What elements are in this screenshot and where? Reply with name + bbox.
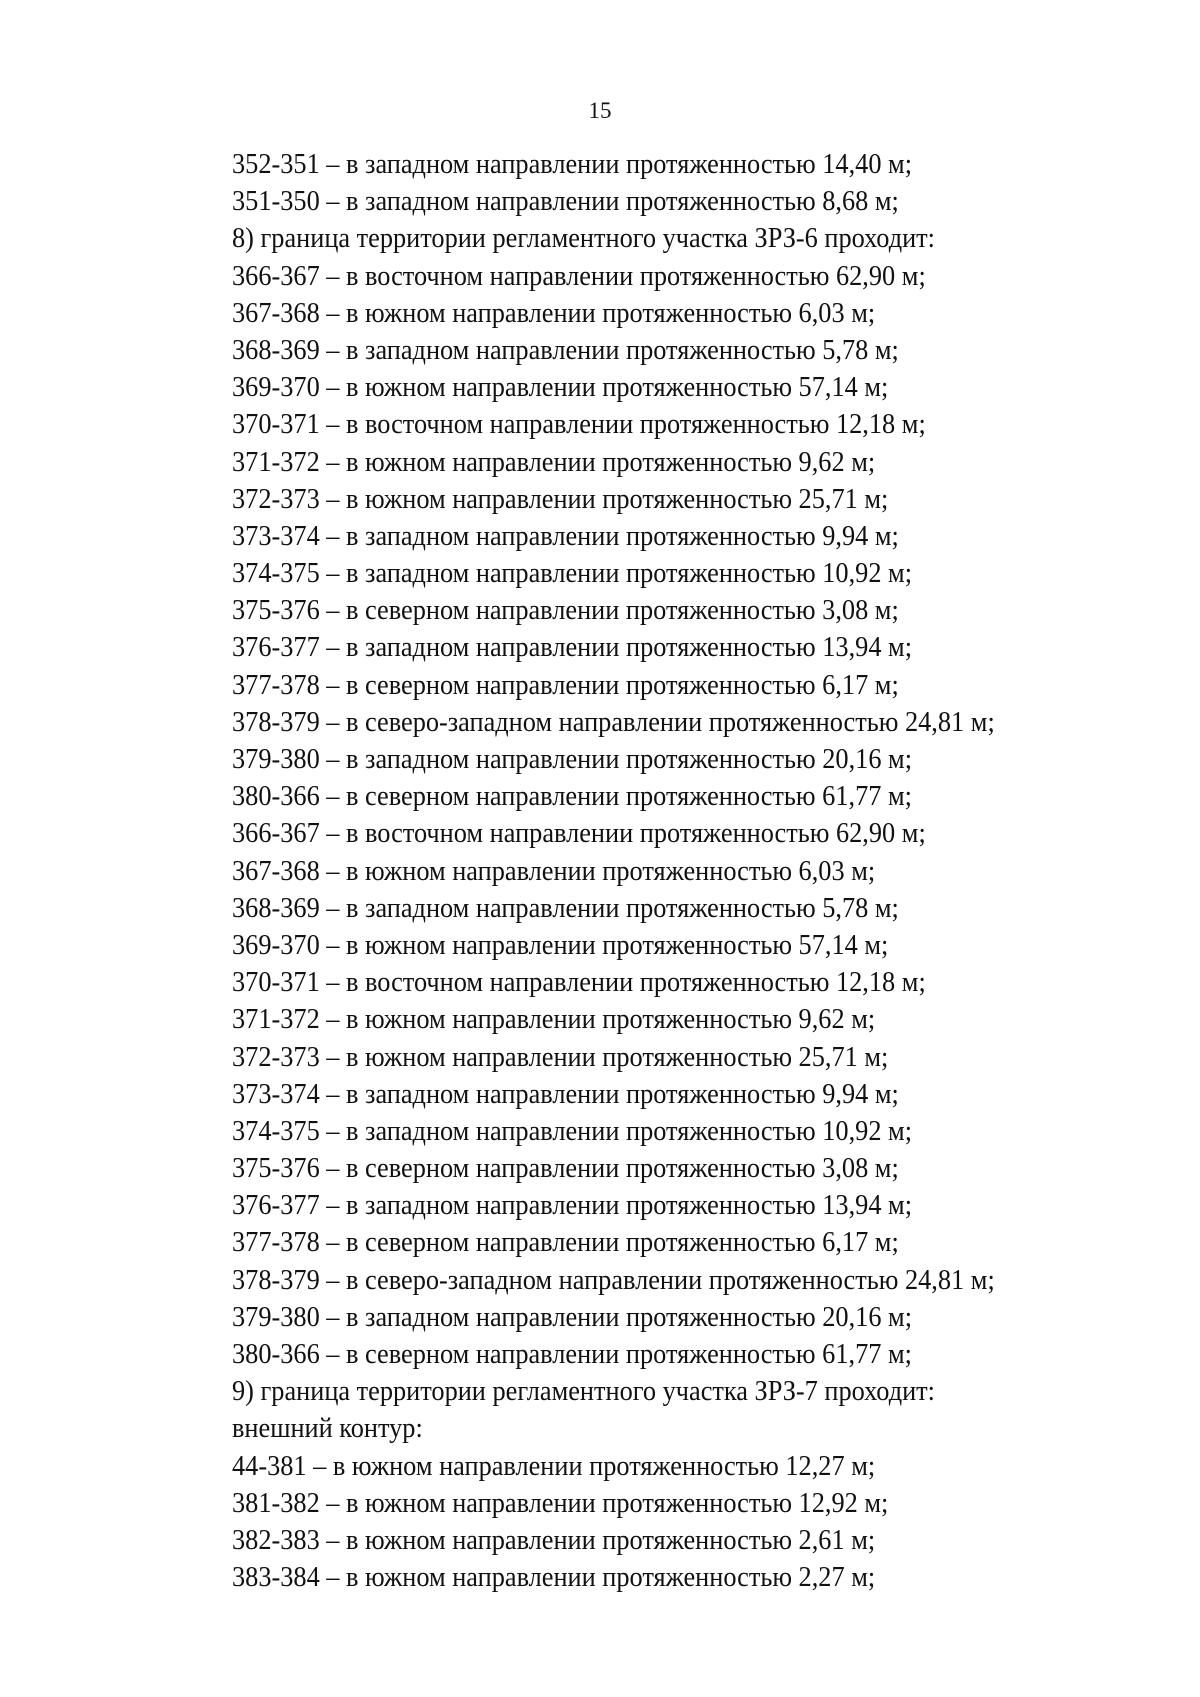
text-line: 366-367 – в восточном направлении протяженностью 62,90 м; [232, 818, 926, 850]
text-line: 373-374 – в западном направлении протяженностью 9,94 м; [232, 520, 899, 552]
text-line: 9) граница территории регламентного участка ЗРЗ-7 проходит: [232, 1376, 936, 1408]
text-line: 351-350 – в западном направлении протяженностью 8,68 м; [232, 186, 899, 218]
text-line: 379-380 – в западном направлении протяженностью 20,16 м; [232, 1301, 913, 1333]
text-line: 367-368 – в южном направлении протяженностью 6,03 м; [232, 855, 876, 887]
text-line: 352-351 – в западном направлении протяженностью 14,40 м; [232, 149, 913, 180]
text-line: 377-378 – в северном направлении протяженностью 6,17 м; [232, 1227, 899, 1259]
text-line: 374-375 – в западном направлении протяженностью 10,92 м; [232, 1115, 913, 1147]
text-line: 8) граница территории регламентного участка ЗРЗ-6 проходит: [232, 223, 936, 255]
text-line: 375-376 – в северном направлении протяженностью 3,08 м; [232, 1153, 899, 1185]
text-line: 379-380 – в западном направлении протяженностью 20,16 м; [232, 744, 913, 775]
text-line: 371-372 – в южном направлении протяженностью 9,62 м; [232, 1004, 876, 1036]
text-line: внешний контур: [232, 1413, 423, 1445]
text-line: 378-379 – в северо-западном направлении протяженностью 24,81 м; [232, 706, 995, 738]
text-line: 369-370 – в южном направлении протяженностью 57,14 м; [232, 929, 889, 961]
text-line: 368-369 – в западном направлении протяженностью 5,78 м; [232, 892, 899, 924]
text-line: 383-384 – в южном направлении протяженностью 2,27 м; [232, 1562, 876, 1594]
text-line: 372-373 – в южном направлении протяженностью 25,71 м; [232, 483, 889, 515]
text-line: 371-372 – в южном направлении протяженностью 9,62 м; [232, 446, 876, 478]
text-line: 372-373 – в южном направлении протяженностью 25,71 м; [232, 1041, 889, 1073]
text-line: 380-366 – в северном направлении протяженностью 61,77 м; [232, 1339, 912, 1370]
text-line: 368-369 – в западном направлении протяженностью 5,78 м; [232, 334, 899, 366]
text-line: 377-378 – в северном направлении протяженностью 6,17 м; [232, 669, 899, 701]
text-line: 370-371 – в восточном направлении протяженностью 12,18 м; [232, 409, 926, 441]
text-line: 376-377 – в западном направлении протяженностью 13,94 м; [232, 632, 913, 664]
text-line: 370-371 – в восточном направлении протяженностью 12,18 м; [232, 967, 926, 999]
text-line: 44-381 – в южном направлении протяженностью 12,27 м; [232, 1450, 876, 1482]
text-line: 369-370 – в южном направлении протяженностью 57,14 м; [232, 372, 889, 404]
text-line: 378-379 – в северо-западном направлении протяженностью 24,81 м; [232, 1264, 995, 1296]
text-line: 375-376 – в северном направлении протяженностью 3,08 м; [232, 595, 899, 627]
text-line: 374-375 – в западном направлении протяженностью 10,92 м; [232, 558, 913, 590]
text-line: 366-367 – в восточном направлении протяженностью 62,90 м; [232, 260, 926, 292]
text-line: 376-377 – в западном направлении протяженностью 13,94 м; [232, 1190, 913, 1222]
page-number: 15 [588, 98, 612, 123]
document-body [232, 146, 1132, 1596]
text-line: 381-382 – в южном направлении протяженностью 12,92 м; [232, 1487, 889, 1519]
text-line: 367-368 – в южном направлении протяженностью 6,03 м; [232, 297, 876, 329]
text-line: 380-366 – в северном направлении протяженностью 61,77 м; [232, 781, 912, 813]
text-line: 373-374 – в западном направлении протяженностью 9,94 м; [232, 1078, 899, 1110]
text-line: 382-383 – в южном направлении протяженностью 2,61 м; [232, 1524, 876, 1556]
